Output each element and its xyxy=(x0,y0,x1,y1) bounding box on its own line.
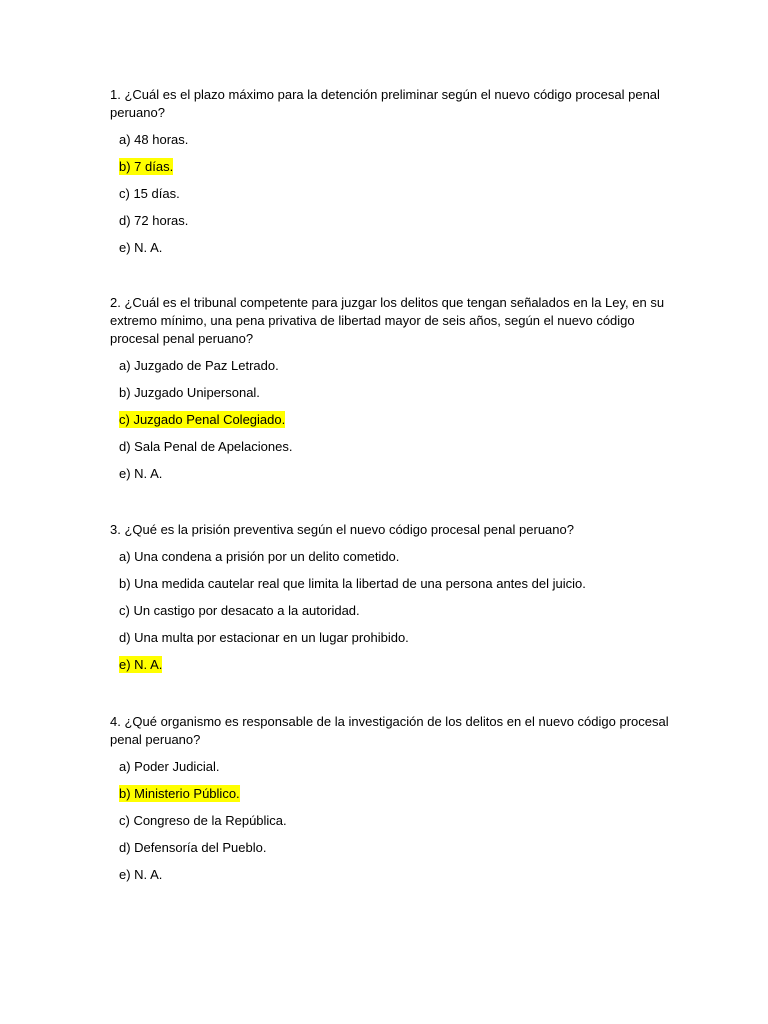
question-2 xyxy=(110,294,670,483)
option-a: a) Juzgado de Paz Letrado. xyxy=(119,358,279,373)
option-a: a) Una condena a prisión por un delito cometido. xyxy=(119,549,400,564)
option-b: b) Una medida cautelar real que limita la libertad de una persona antes del juicio. xyxy=(119,576,586,591)
option-a: a) Poder Judicial. xyxy=(119,759,220,774)
option-c: c) Congreso de la República. xyxy=(119,813,287,828)
option-b: b) Juzgado Unipersonal. xyxy=(119,385,260,400)
option-e: e) N. A. xyxy=(119,240,163,255)
question-text: 1. ¿Cuál es el plazo máximo para la detención preliminar según el nuevo código procesal penal peruano? xyxy=(110,87,660,120)
option-a: a) 48 horas. xyxy=(119,132,189,147)
option-d: d) Defensoría del Pueblo. xyxy=(119,840,267,855)
option-b-highlighted: b) Ministerio Público. xyxy=(119,786,240,801)
option-e: e) N. A. xyxy=(119,466,163,481)
question-4 xyxy=(110,713,670,884)
answer-options xyxy=(110,548,670,674)
answer-options xyxy=(110,758,670,884)
option-c: c) 15 días. xyxy=(119,186,180,201)
question-text: 2. ¿Cuál es el tribunal competente para juzgar los delitos que tengan señalados en la Ley, en su extremo mínimo, una pena privativa de libertad mayor de seis años, según el nuevo código procesal penal peruano? xyxy=(110,295,665,346)
option-b-highlighted: b) 7 días. xyxy=(119,159,174,174)
question-text: 3. ¿Qué es la prisión preventiva según el nuevo código procesal penal peruano? xyxy=(110,522,574,537)
option-e: e) N. A. xyxy=(119,867,163,882)
option-d: d) 72 horas. xyxy=(119,213,189,228)
answer-options xyxy=(110,357,670,483)
question-text: 4. ¿Qué organismo es responsable de la investigación de los delitos en el nuevo código procesal penal peruano? xyxy=(110,714,669,747)
answer-options xyxy=(110,131,670,257)
question-1 xyxy=(110,86,670,257)
option-d: d) Una multa por estacionar en un lugar prohibido. xyxy=(119,630,409,645)
option-c-highlighted: c) Juzgado Penal Colegiado. xyxy=(119,412,286,427)
option-e-highlighted: e) N. A. xyxy=(119,657,163,672)
option-d: d) Sala Penal de Apelaciones. xyxy=(119,439,293,454)
option-c: c) Un castigo por desacato a la autoridad. xyxy=(119,603,360,618)
question-3 xyxy=(110,521,670,674)
